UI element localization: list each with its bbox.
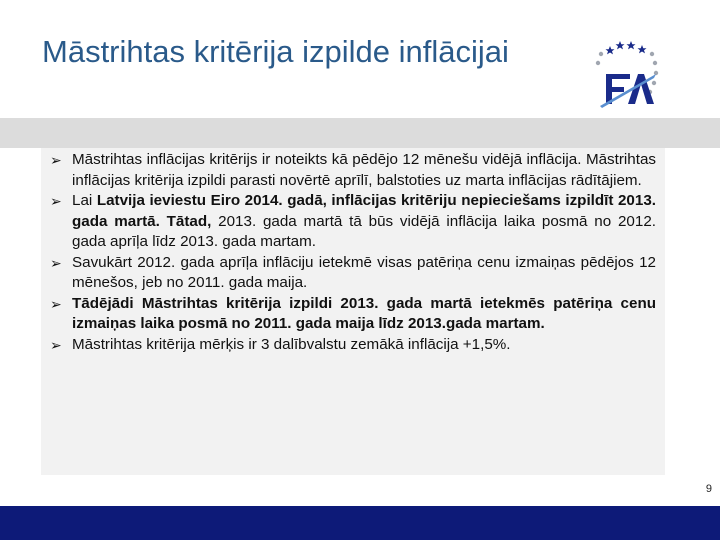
bullet-text: Māstrihtas kritērija mērķis ir 3 dalībvalstu zemākā inflācija +1,5%. [72, 335, 511, 353]
bullet-item [50, 253, 656, 294]
bullet-text: 2013. gada martā tā būs vidējā inflācija laika posmā no 2012. gada aprīļa līdz 2013. gada martam. [72, 212, 656, 250]
header-band [0, 118, 720, 148]
bullet-item [50, 150, 656, 191]
bullet-item [50, 294, 656, 335]
bullet-list [50, 150, 656, 355]
bullet-text: Latvija ieviestu Eiro 2014. gadā, inflācijas kritēriju nepieciešams izpildīt 2013. gada martā. Tātad, [72, 192, 656, 230]
arrow-bullet-icon: ➢ [50, 254, 62, 271]
bullet-text: Lai [72, 192, 97, 209]
bullet-item [50, 335, 656, 356]
bullet-text: Tādējādi Māstrihtas kritērija izpildi 2013. gada martā ietekmēs patēriņa cenu izmaiņas laika posmā no 2011. gada maija līdz 2013.gada martam. [72, 294, 656, 332]
arrow-bullet-icon: ➢ [50, 152, 62, 168]
bullet-text: Māstrihtas inflācijas kritērijs ir noteikts kā pēdējo 12 mēnešu vidējā inflācija. Māstrihtas inflācijas kritērija izpildi parasti novērtē aprīlī, balstoties uz marta inflācijas rādītājiem. [72, 151, 656, 189]
arrow-bullet-icon: ➢ [50, 295, 62, 312]
arrow-bullet-icon: ➢ [50, 336, 62, 353]
page-number: 9 [705, 483, 712, 495]
slide-title: Māstrihtas kritērija izpilde inflācijai [42, 34, 509, 69]
arrow-bullet-icon: ➢ [50, 193, 62, 209]
footer-bar [0, 506, 720, 540]
bullet-item [50, 191, 656, 253]
fa-logo-with-stars-icon [588, 34, 664, 110]
bullet-text: Savukārt 2012. gada aprīļa inflāciju ietekmē visas patēriņa cenu izmaiņas pēdējos 12 mēnešos, jeb no 2011. gada maija. [72, 253, 656, 291]
